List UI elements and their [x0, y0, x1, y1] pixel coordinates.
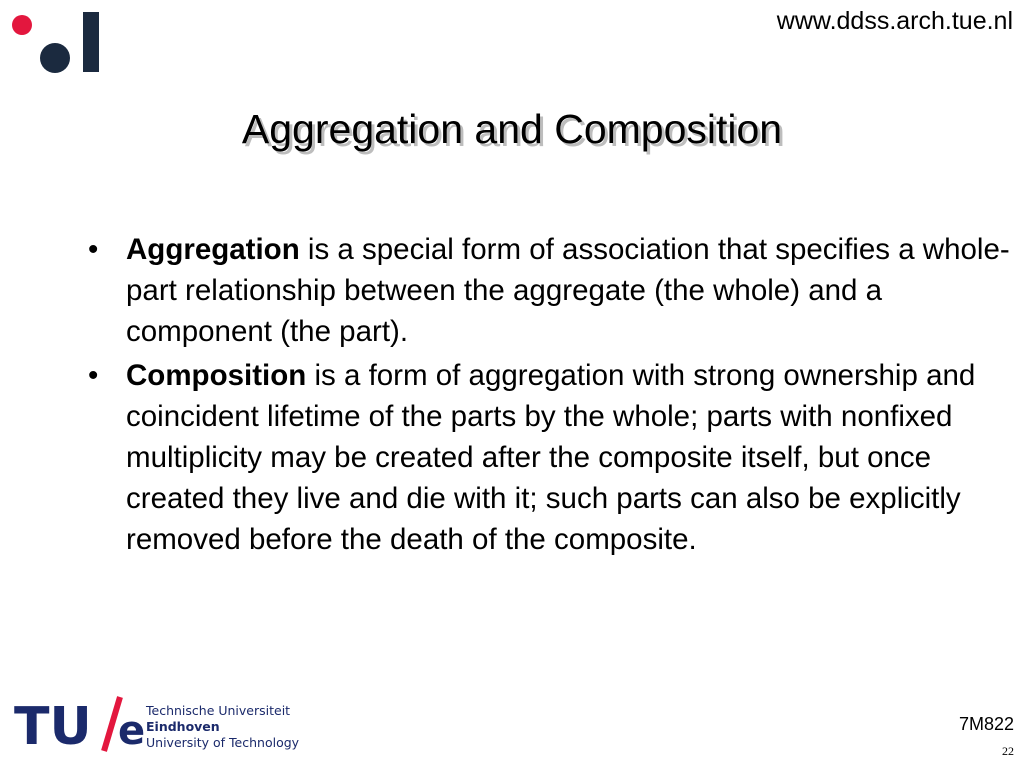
- university-name: [146, 703, 299, 751]
- bullet-text: is a form of aggregation with strong ownership and coincident lifetime of the parts by the whole; parts with nonfixed multiplicity may be created after the composite itself, but once created they live and die with it; such parts can also be explicitly removed before the death of the composite.: [126, 359, 976, 556]
- slide-title: Aggregation and Composition: [241, 106, 783, 152]
- university-line-3: University of Technology: [146, 735, 300, 750]
- site-url[interactable]: www.ddss.arch.tue.nl: [776, 7, 1013, 35]
- svg-text:e: e: [118, 708, 146, 754]
- bullet-item-aggregation: [88, 229, 1018, 352]
- bullet-text: is a special form of association that specifies a whole-part relationship between the aggregate (the whole) and a component (the part).: [126, 233, 1010, 348]
- course-code: 7M822: [958, 714, 1014, 734]
- university-line-2: Eindhoven: [146, 719, 220, 734]
- bullet-list: [88, 229, 1018, 563]
- bullet-term: Composition: [126, 359, 307, 392]
- page-number: 22: [1002, 744, 1014, 758]
- dots-and-bar-logo-icon: [8, 8, 108, 78]
- bullet-marker: •: [88, 233, 99, 266]
- svg-text:TU: TU: [14, 697, 92, 755]
- bullet-marker: •: [88, 359, 99, 392]
- university-line-1: Technische Universiteit: [146, 703, 291, 718]
- bullet-term: Aggregation: [126, 233, 300, 266]
- bullet-item-composition: [88, 355, 1018, 560]
